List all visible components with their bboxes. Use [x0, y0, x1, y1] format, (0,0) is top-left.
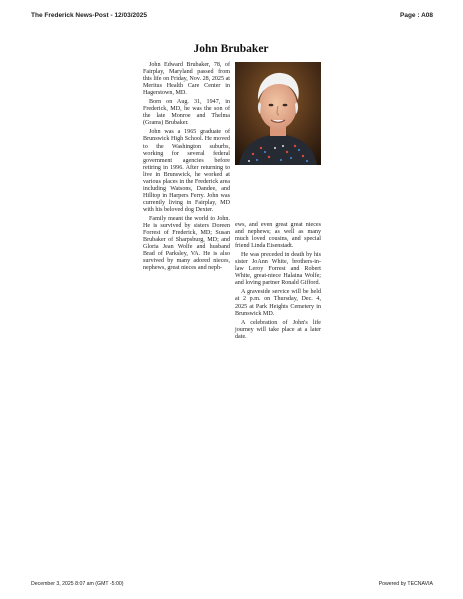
powered-by-credit: Powered by TECNAVIA	[378, 581, 433, 587]
obituary-paragraph: A celebration of John's life journey will take place at a later date.	[235, 319, 321, 340]
obituary-paragraph: ews, and even great great nieces and nephews; as well as many much loved cousins, and special friend Linda Eisenstadt.	[235, 222, 321, 250]
obituary-paragraph: A graveside service will be held at 2 p.m. on Thursday, Dec. 4, 2025 at Park Heights Cemetery in Brunswick MD.	[235, 289, 321, 317]
obituary-left-column	[143, 62, 230, 274]
obituary-paragraph: John was a 1965 graduate of Brunswick High School. He moved to the Washington suburbs, working for several federal government agencies before retiring in 1996. After returning to live in Brunswick, he worked at various places in the Frederick area including Watsons, Dandee, and Hilltop in Harpers Ferry. John was currently living in Fairplay, MD with his beloved dog Dexter.	[143, 129, 230, 213]
obituary-paragraph: John Edward Brubaker, 78, of Fairplay, Maryland passed from this life on Friday, Nov. 28, 2025 at Meritus Health Care Center in Hagerstown, MD.	[143, 62, 230, 97]
publication-header: The Frederick News-Post - 12/03/2025	[31, 12, 147, 19]
obituary-paragraph: Born on Aug. 31, 1947, in Frederick, MD, he was the son of the late Monroe and Thelma (Grams) Brubaker.	[143, 99, 230, 127]
obituary-right-column	[235, 222, 321, 343]
portrait-photo	[235, 62, 321, 165]
obituary-paragraph: He was preceded in death by his sister JoAnn White, brothers-in-law Leroy Forrest and Robert White, great-niece Halaina Wolfe; and loving partner Ronald Gifford.	[235, 252, 321, 287]
page-number: Page : A08	[400, 12, 433, 19]
obituary-paragraph: Family meant the world to John. He is survived by sisters Doreen Forrest of Frederick, MD; Susan Brubaker of Sharpsburg, MD; and Gloria Jean Wolfe and husband Brad of Parksley, VA. He is also survived by many adored nieces, nephews, great nieces and neph-	[143, 215, 230, 272]
print-timestamp: December 3, 2025 8:07 am (GMT -5:00)	[31, 581, 124, 587]
portrait-illustration	[235, 62, 321, 165]
obituary-title: John Brubaker	[193, 43, 269, 55]
